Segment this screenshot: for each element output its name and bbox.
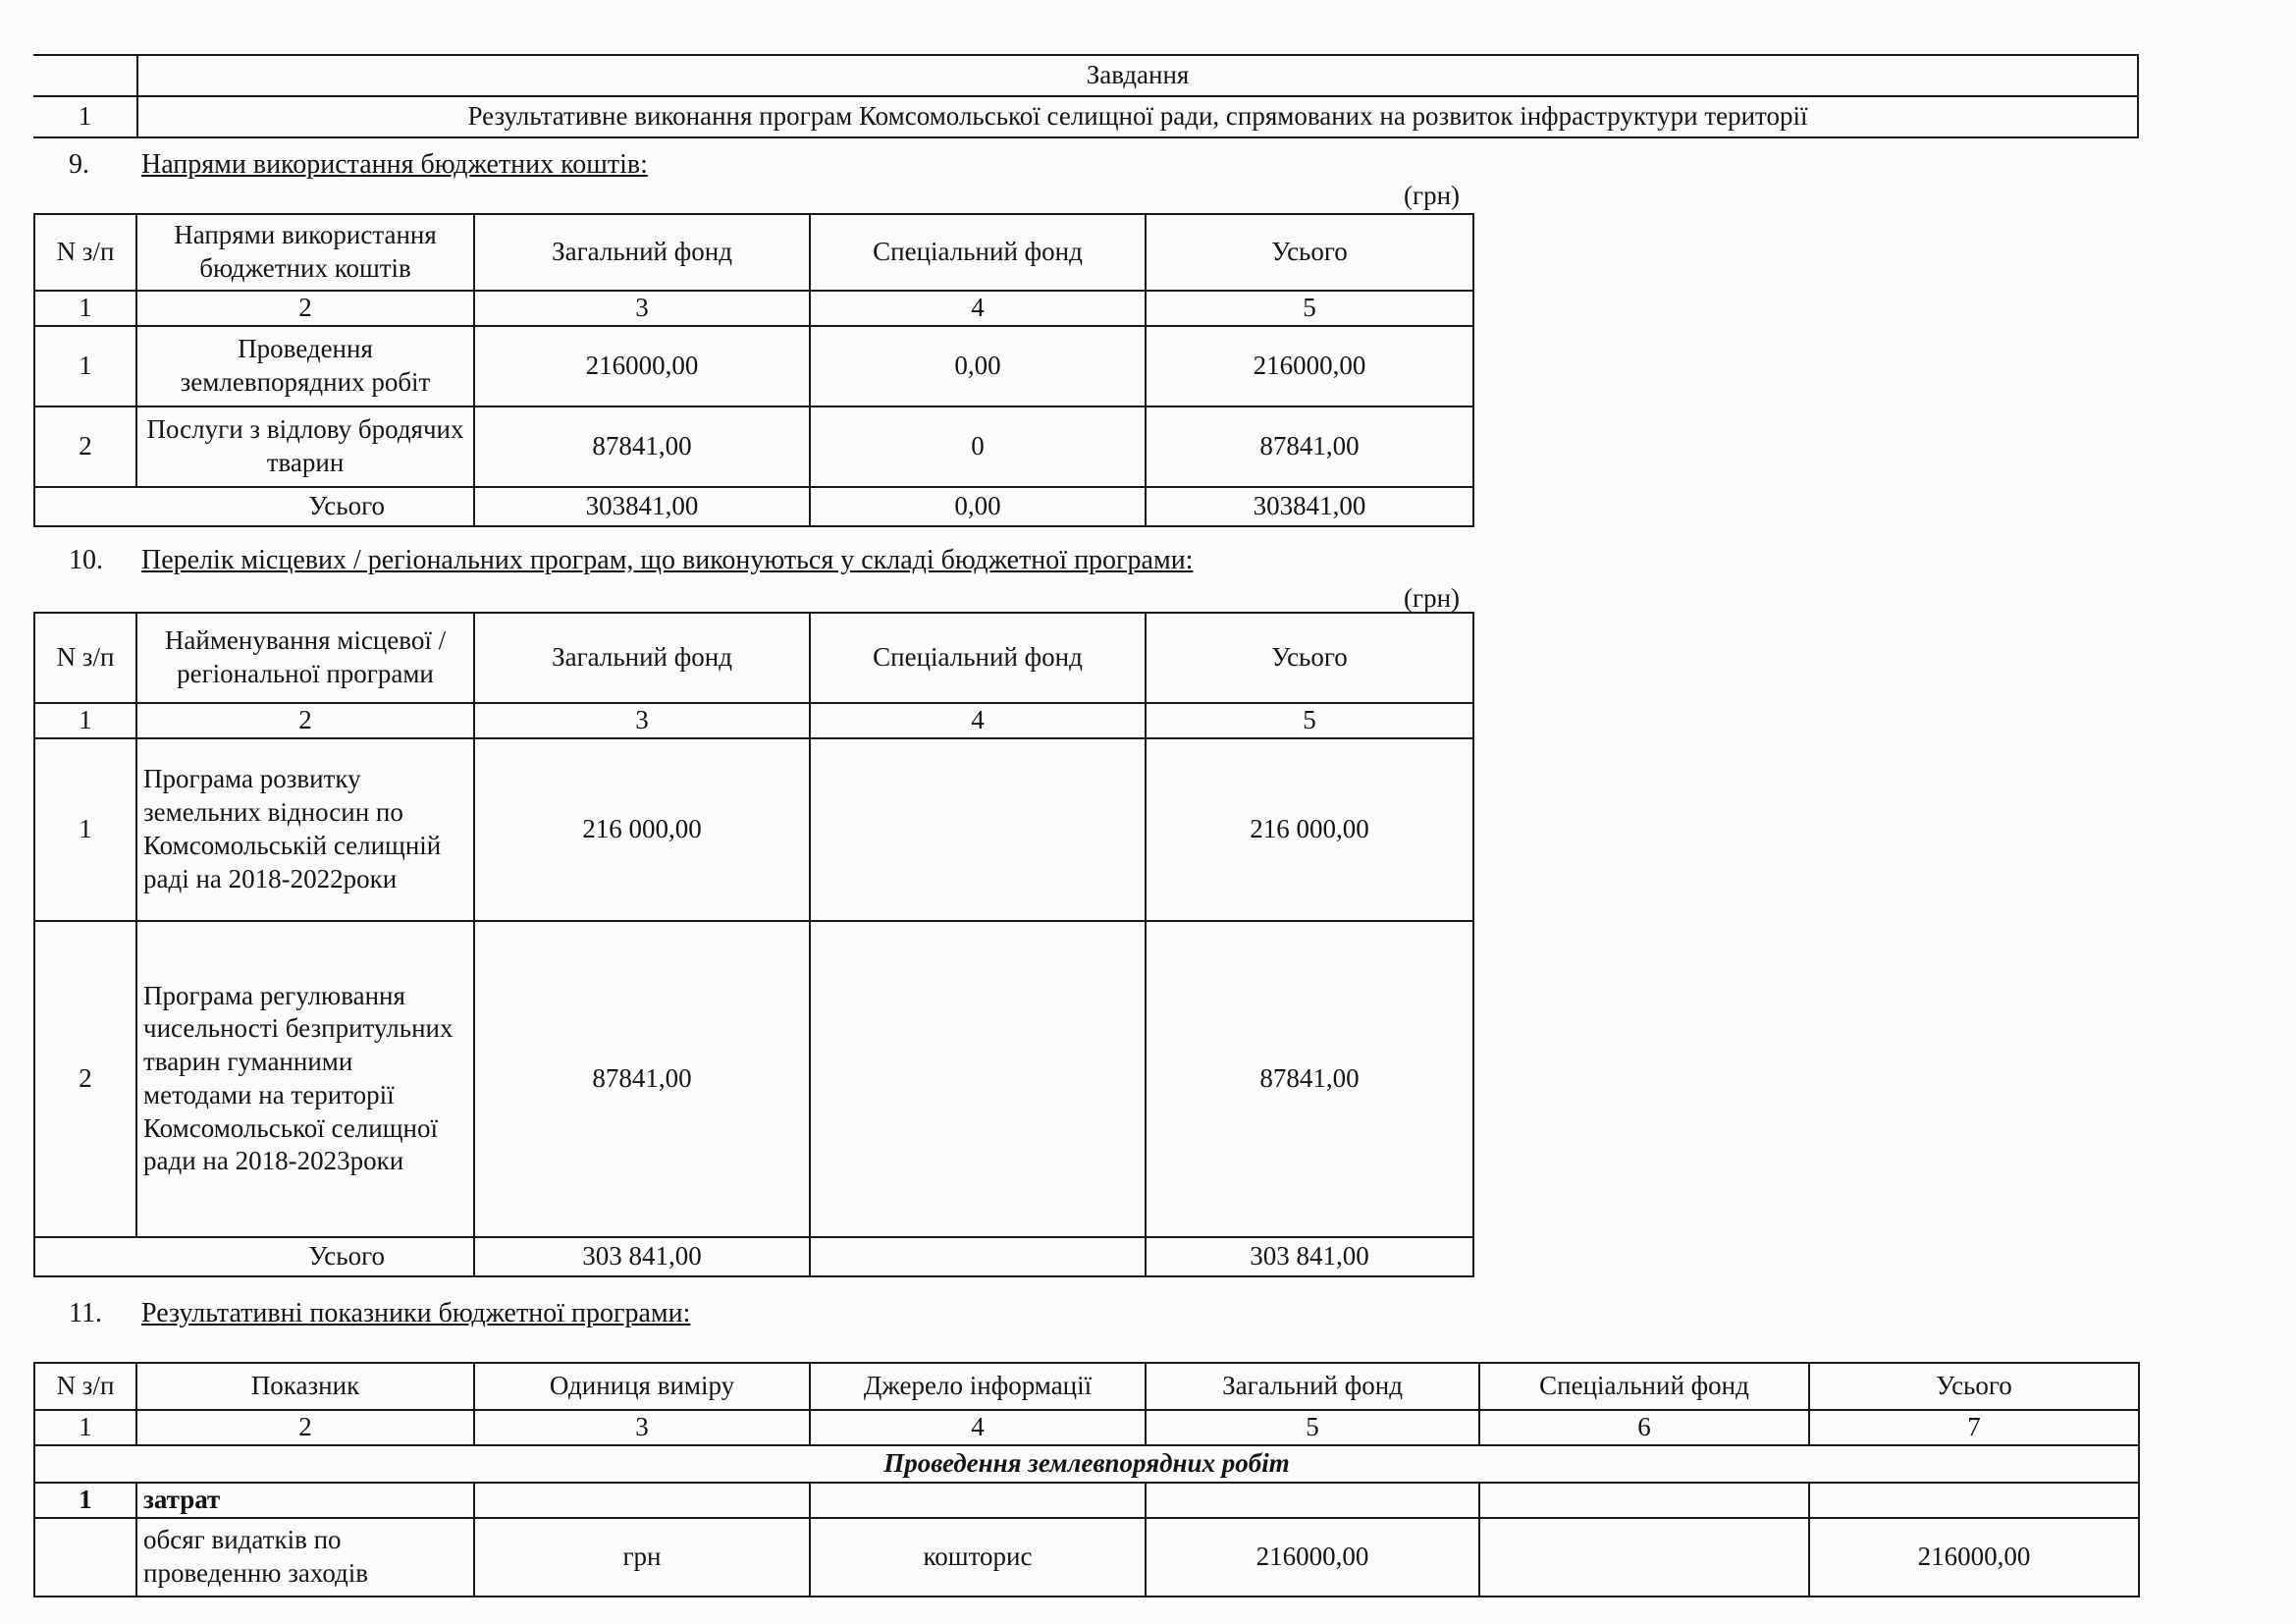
s10-total-label: Усього bbox=[34, 1237, 474, 1276]
s11-subgroup-label: затрат bbox=[136, 1483, 474, 1518]
s9-header-total: Усього bbox=[1146, 214, 1473, 291]
s10-total-special bbox=[810, 1237, 1146, 1276]
s9-colnum: 3 bbox=[474, 291, 810, 326]
s10-colnum: 2 bbox=[136, 703, 474, 738]
s11-row-total: 216000,00 bbox=[1809, 1518, 2139, 1597]
task-row-number: 1 bbox=[33, 96, 137, 137]
s10-row-total: 87841,00 bbox=[1146, 921, 1473, 1237]
s11-colnum: 1 bbox=[34, 1410, 136, 1445]
s10-row-general: 216 000,00 bbox=[474, 738, 810, 921]
s11-colnum: 5 bbox=[1146, 1410, 1479, 1445]
s10-total-total: 303 841,00 bbox=[1146, 1237, 1473, 1276]
s9-colnum: 2 bbox=[136, 291, 474, 326]
task-row-text: Результативне виконання програм Комсомольської селищної ради, спрямованих на розвиток інфраструктури території bbox=[137, 96, 2138, 137]
s9-header-special: Спеціальний фонд bbox=[810, 214, 1146, 291]
s11-colnum: 6 bbox=[1479, 1410, 1809, 1445]
section10-title: Перелік місцевих / регіональних програм, що виконуються у складі бюджетної програми: bbox=[141, 545, 1194, 575]
s9-colnum: 1 bbox=[34, 291, 136, 326]
section10-number: 10. bbox=[69, 545, 103, 575]
s10-row-total: 216 000,00 bbox=[1146, 738, 1473, 921]
s11-colnum: 2 bbox=[136, 1410, 474, 1445]
s11-row-general: 216000,00 bbox=[1146, 1518, 1479, 1597]
section11-heading bbox=[69, 1298, 1443, 1333]
s10-row-general: 87841,00 bbox=[474, 921, 810, 1237]
s9-colnum: 4 bbox=[810, 291, 1146, 326]
table-row bbox=[34, 406, 1473, 487]
table-row bbox=[34, 326, 1473, 406]
section10-table bbox=[33, 612, 1474, 1277]
s9-header-general: Загальний фонд bbox=[474, 214, 810, 291]
section9-number: 9. bbox=[69, 149, 89, 180]
s10-header-special: Спеціальний фонд bbox=[810, 613, 1146, 703]
s10-colnum: 1 bbox=[34, 703, 136, 738]
s11-row-unit: грн bbox=[474, 1518, 810, 1597]
section10-heading bbox=[69, 545, 1443, 580]
s10-row-name: Програма розвитку земельних відносин по Комсомольській селищній раді на 2018-2022роки bbox=[136, 738, 474, 921]
s11-header-general: Загальний фонд bbox=[1146, 1363, 1479, 1410]
s9-row-special: 0 bbox=[810, 406, 1146, 487]
s9-row-total: 216000,00 bbox=[1146, 326, 1473, 406]
s11-subgroup-n: 1 bbox=[34, 1483, 136, 1518]
s9-total-total: 303841,00 bbox=[1146, 487, 1473, 526]
s10-row-n: 1 bbox=[34, 738, 136, 921]
s11-header-indicator: Показник bbox=[136, 1363, 474, 1410]
table-row bbox=[34, 921, 1473, 1237]
section9-heading bbox=[69, 149, 1443, 185]
s11-header-total: Усього bbox=[1809, 1363, 2139, 1410]
section10-unit: (грн) bbox=[1404, 583, 1461, 613]
section11-table bbox=[33, 1362, 2140, 1597]
s9-header-n: N з/п bbox=[34, 214, 136, 291]
table-total-row bbox=[34, 1237, 1473, 1276]
s9-row-general: 216000,00 bbox=[474, 326, 810, 406]
s11-group-title: Проведення землевпорядних робіт bbox=[34, 1445, 2139, 1483]
s9-row-n: 2 bbox=[34, 406, 136, 487]
s10-header-total: Усього bbox=[1146, 613, 1473, 703]
s9-row-name: Проведення землевпорядних робіт bbox=[136, 326, 474, 406]
s10-header-name: Найменування місцевої / регіональної програми bbox=[136, 613, 474, 703]
table-row bbox=[34, 1518, 2139, 1597]
s10-row-special bbox=[810, 738, 1146, 921]
s10-row-special bbox=[810, 921, 1146, 1237]
s11-colnum: 7 bbox=[1809, 1410, 2139, 1445]
s10-header-n: N з/п bbox=[34, 613, 136, 703]
s10-colnum: 3 bbox=[474, 703, 810, 738]
s11-header-source: Джерело інформації bbox=[810, 1363, 1146, 1410]
s9-row-special: 0,00 bbox=[810, 326, 1146, 406]
s11-header-n: N з/п bbox=[34, 1363, 136, 1410]
task-header: Завдання bbox=[137, 55, 2138, 96]
table-row bbox=[34, 738, 1473, 921]
s9-header-name: Напрями використання бюджетних коштів bbox=[136, 214, 474, 291]
s10-colnum: 4 bbox=[810, 703, 1146, 738]
s9-total-label: Усього bbox=[34, 487, 474, 526]
s11-colnum: 3 bbox=[474, 1410, 810, 1445]
s9-row-total: 87841,00 bbox=[1146, 406, 1473, 487]
s10-total-general: 303 841,00 bbox=[474, 1237, 810, 1276]
s9-total-general: 303841,00 bbox=[474, 487, 810, 526]
task-table bbox=[33, 54, 2139, 138]
section11-number: 11. bbox=[69, 1298, 102, 1328]
s9-row-general: 87841,00 bbox=[474, 406, 810, 487]
section9-title: Напрями використання бюджетних коштів: bbox=[141, 149, 648, 180]
section9-table bbox=[33, 213, 1474, 527]
s9-total-special: 0,00 bbox=[810, 487, 1146, 526]
s9-row-name: Послуги з відлову бродячих тварин bbox=[136, 406, 474, 487]
s11-header-unit: Одиниця виміру bbox=[474, 1363, 810, 1410]
s11-colnum: 4 bbox=[810, 1410, 1146, 1445]
section11-title: Результативні показники бюджетної програми: bbox=[141, 1298, 691, 1328]
s10-header-general: Загальний фонд bbox=[474, 613, 810, 703]
section9-unit: (грн) bbox=[1404, 181, 1461, 210]
table-total-row bbox=[34, 487, 1473, 526]
s10-row-n: 2 bbox=[34, 921, 136, 1237]
s9-row-n: 1 bbox=[34, 326, 136, 406]
s11-row-name: обсяг видатків по проведенню заходів bbox=[136, 1518, 474, 1597]
s10-row-name: Програма регулювання чисельності безпритульних тварин гуманними методами на території Комсомольської селищної ради на 2018-2023роки bbox=[136, 921, 474, 1237]
s9-colnum: 5 bbox=[1146, 291, 1473, 326]
s11-row-special bbox=[1479, 1518, 1809, 1597]
s11-row-source: кошторис bbox=[810, 1518, 1146, 1597]
s11-header-special: Спеціальний фонд bbox=[1479, 1363, 1809, 1410]
s10-colnum: 5 bbox=[1146, 703, 1473, 738]
